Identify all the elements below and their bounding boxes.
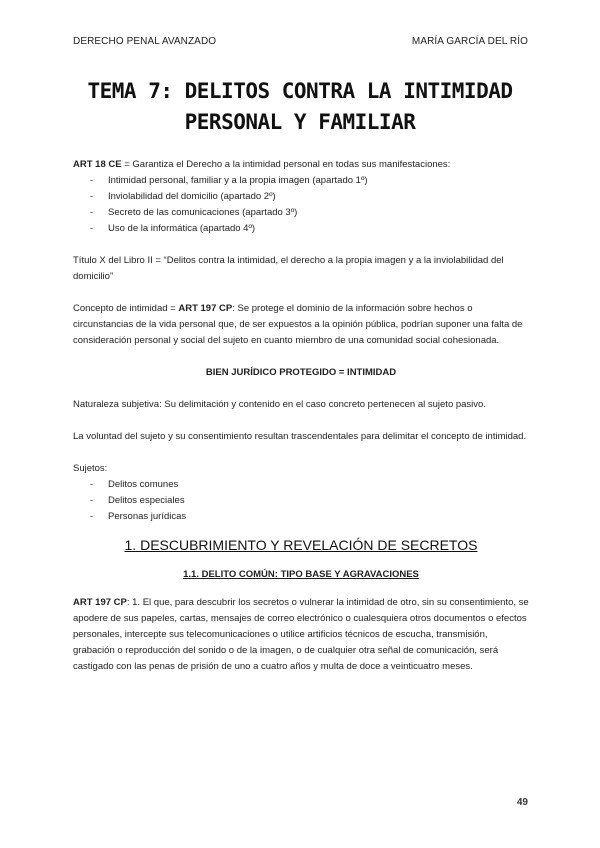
art197-text: : 1. El que, para descubrir los secretos o vulnerar la intimidad de otro, sin su consentimiento, se apodere de sus papeles, cartas, mensajes de correo electrónico o cualesquiera otros documentos o efectos personales, intercepte sus telecomunicaciones o utilice artificios técnicos de escucha, transmisión, grabación o reproducción del sonido o de la imagen, o de cualquier otra señal de comunicación, será castigado con las penas de prisión de uno a cuatro años y multa de doce a veinticuatro meses. [73,597,529,672]
art18-label: ART 18 CE [73,159,122,170]
list-item: - Uso de la informática (apartado 4º) [73,221,529,237]
sujetos-list [73,477,529,525]
list-item: - Delitos comunes [73,477,529,493]
list-item: - Inviolabilidad del domicilio (apartado 2º) [73,189,529,205]
art18-paragraph [73,157,529,173]
list-item: - Delitos especiales [73,493,529,509]
art18-text: = Garantiza el Derecho a la intimidad personal en todas sus manifestaciones: [121,159,451,170]
section-1-heading: 1. DESCUBRIMIENTO Y REVELACIÓN DE SECRETOS [124,537,478,553]
list-item: - Secreto de las comunicaciones (apartado 3º) [73,205,529,221]
concepto-after: : Se protege el dominio de la información sobre hechos o circunstancias de la vida personal que, de ser expuestos a la opinión pública, podrían suponer una falta de consideración personal y social del sujeto en cuanto miembro de una comunidad social cohesionada. [73,303,523,346]
list-item: - Intimidad personal, familiar y a la propia imagen (apartado 1º) [73,173,529,189]
main-content [73,157,529,675]
concepto-label: ART 197 CP [178,303,233,314]
art197-label: ART 197 CP [73,597,127,608]
sujetos-label: Sujetos: [73,463,108,474]
titulo-x-paragraph: Título X del Libro II = “Delitos contra la intimidad, el derecho a la propia imagen y a la inviolabilidad del domicilio” [73,255,504,282]
art18-list [73,173,529,237]
concepto-before: Concepto de intimidad = [73,303,179,314]
art197-paragraph [73,595,529,675]
naturaleza-paragraph: Naturaleza subjetiva: Su delimitación y contenido en el caso concreto pertenecen al sujeto pasivo. [73,399,486,410]
voluntad-paragraph: La voluntad del sujeto y su consentimiento resultan trascendentales para delimitar el concepto de intimidad. [73,431,527,442]
section-1-1-heading: 1.1. DELITO COMÚN: TIPO BASE Y AGRAVACIONES [183,569,419,580]
title-line-1: TEMA 7: DELITOS CONTRA LA INTIMIDAD [87,79,513,103]
list-item: - Personas jurídicas [73,509,529,525]
title-line-2: PERSONAL Y FAMILIAR [184,110,416,134]
page-number: 49 [516,797,528,808]
page-title [60,76,540,138]
concepto-paragraph [73,301,529,349]
header-author: MARÍA GARCÍA DEL RÍO [411,36,528,47]
bien-juridico-heading: BIEN JURÍDICO PROTEGIDO = INTIMIDAD [205,367,397,378]
header-course: DERECHO PENAL AVANZADO [73,36,217,47]
